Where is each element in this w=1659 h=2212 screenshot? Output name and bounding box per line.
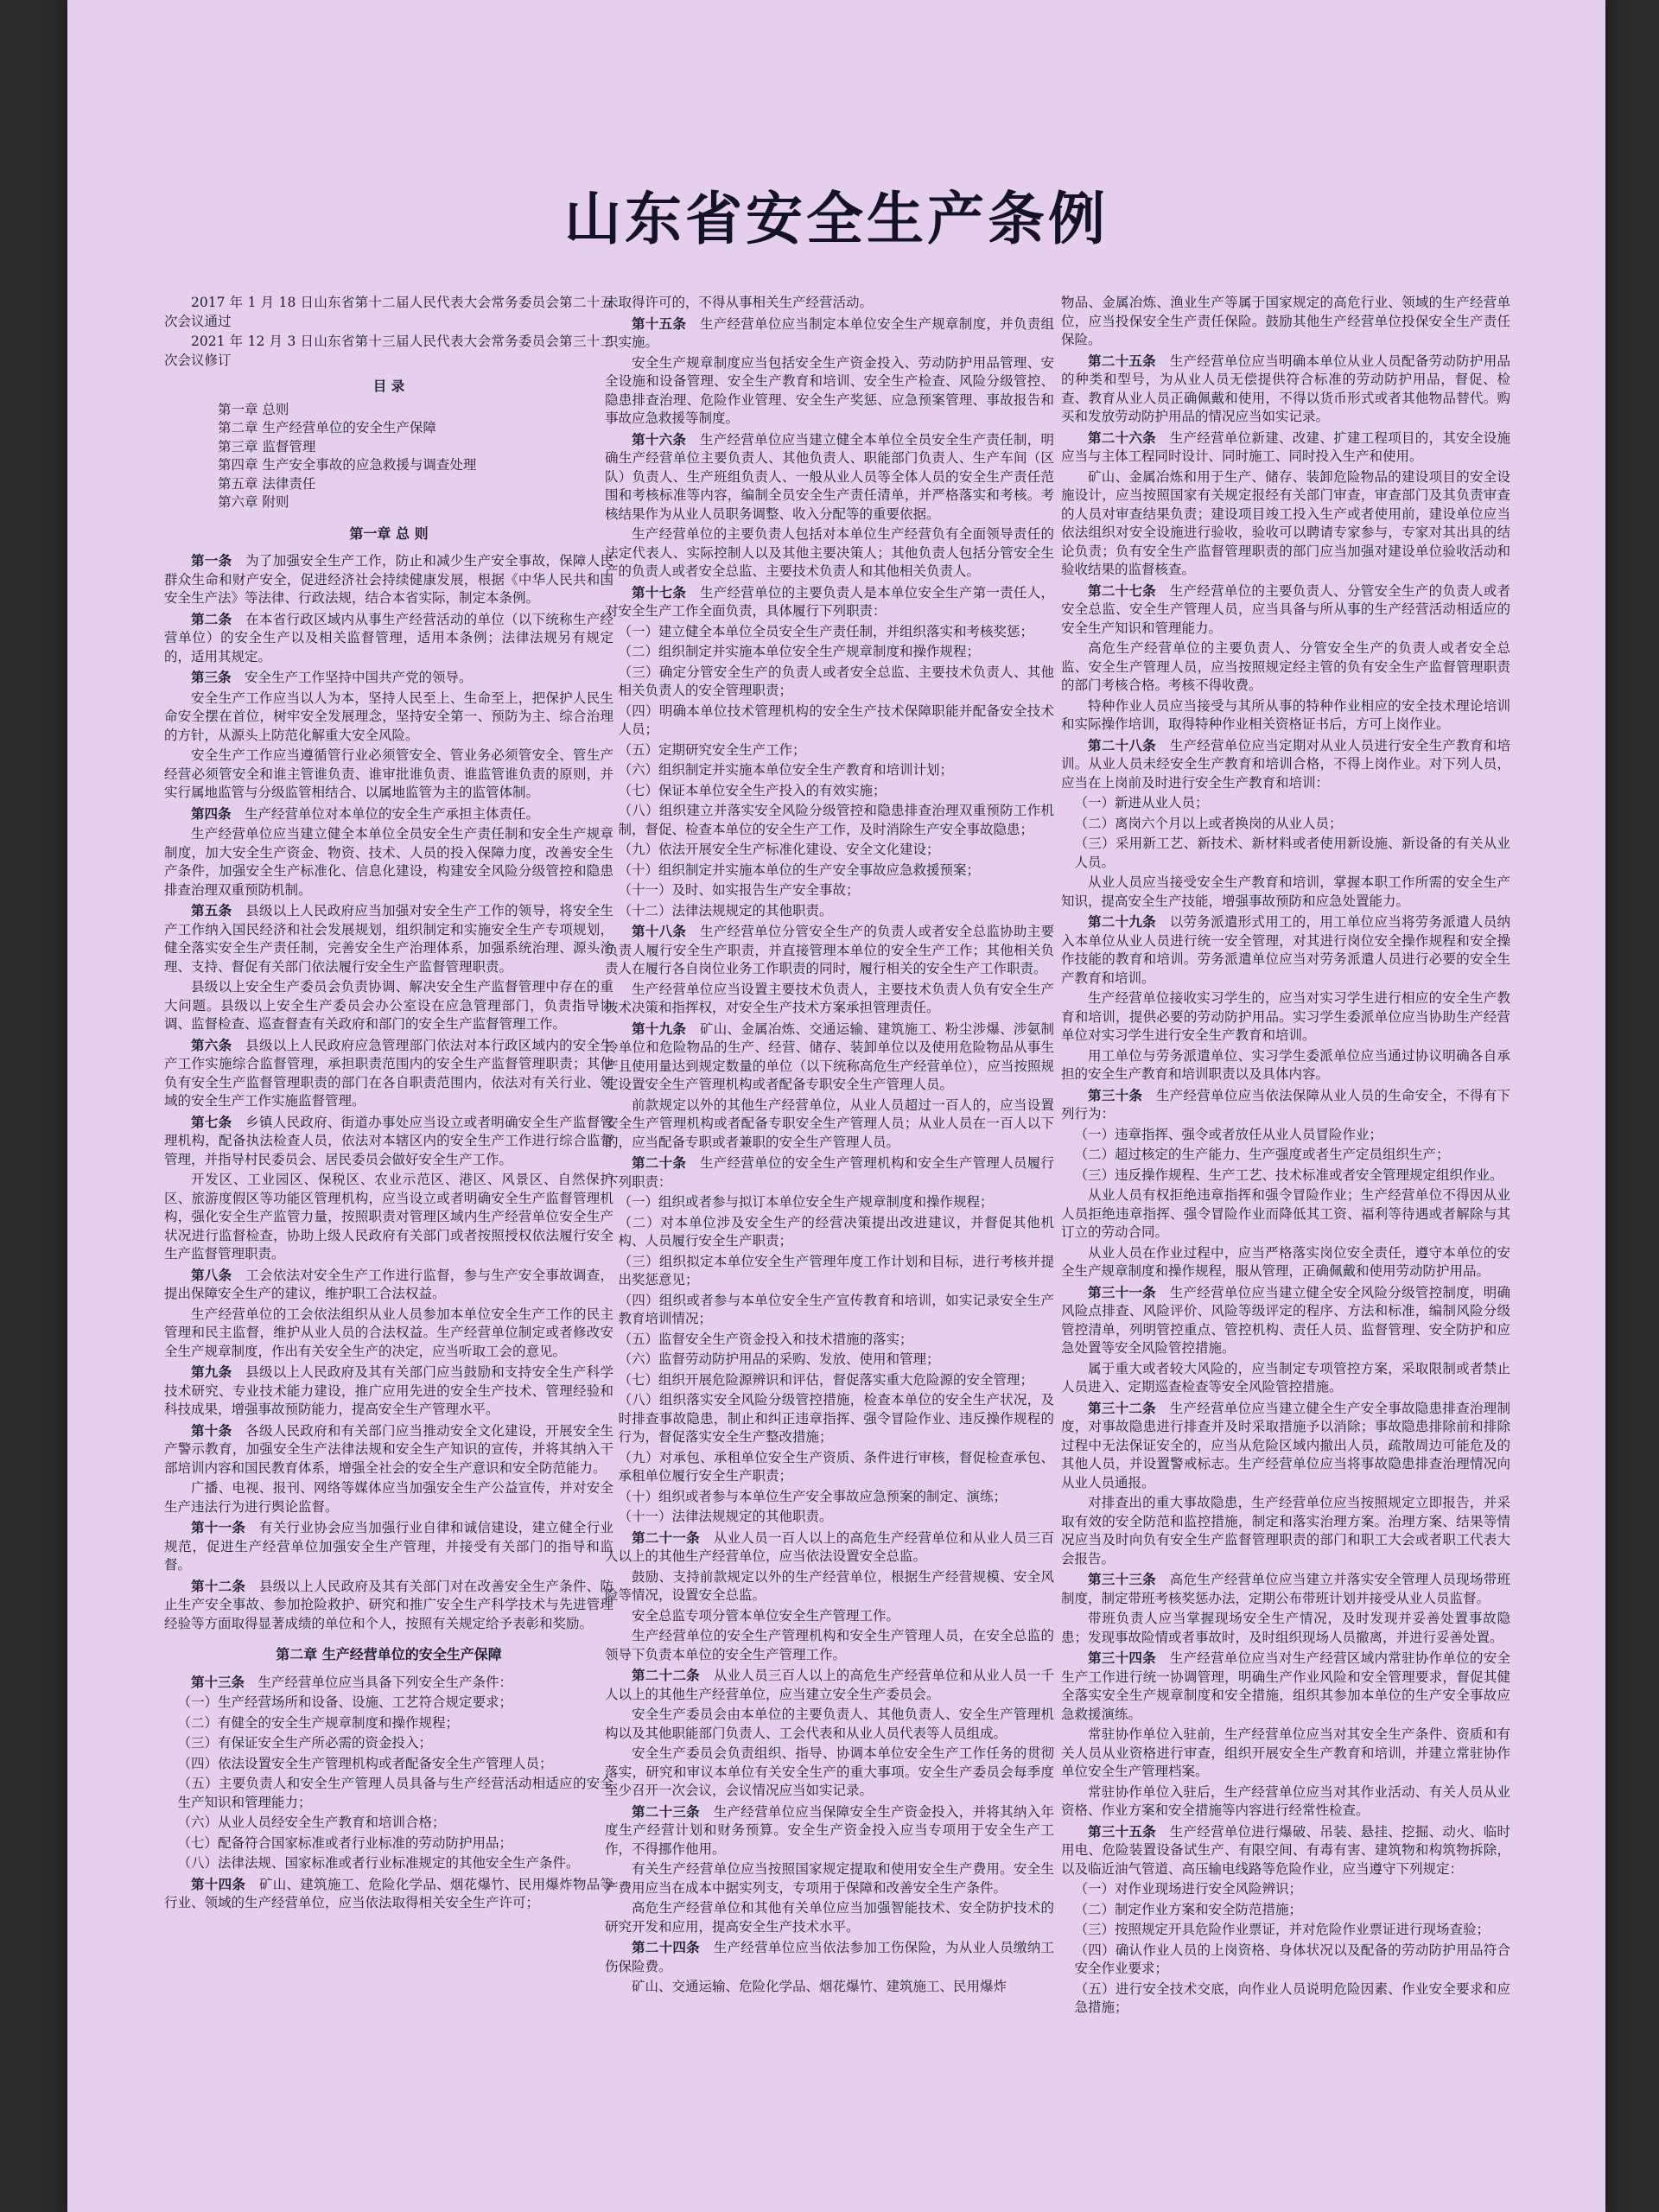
paragraph: 生产经营单位的工会依法组织从业人员参加本单位安全生产工作的民主管理和民主监督，维护从业人员的合法权益。生产经营单位制定或者修改安全生产规章制度，作出有关安全生产的决定，应当听取工会的意见。	[164, 1306, 613, 1359]
article: 第二十五条 生产经营单位应当明确本单位从业人员配备劳动防护用品的种类和型号，为从业人员无偿提供符合标准的劳动防护用品，督促、检查、教育从业人员正确佩戴和使用，不得以货币形式或者其他物品替代。购买和发放劳动防护用品的情况应当如实记录。	[1061, 352, 1510, 424]
list-item: （一）违章指挥、强令或者放任从业人员冒险作业；	[1074, 1126, 1383, 1142]
article: 第三十一条 生产经营单位应当建立健全安全风险分级管控制度，明确风险点排查、风险评价、风险等级评定的程序、方法和标准，编制风险分级管控清单，列明管控重点、管控机构、责任人员、监督管理、安全防护和应急处置等安全风险管控措施。	[1061, 1283, 1510, 1356]
list-item: （三）按照规定开具危险作业票证，并对危险作业票证进行现场查验；	[1074, 1922, 1491, 1937]
list-item: （一）新进从业人员；	[1074, 795, 1209, 810]
paragraph: 生产经营单位应当设置主要技术负责人，主要技术负责人负有安全生产技术决策和指挥权，对安全生产技术方案承担管理责任。	[605, 981, 1054, 1015]
paragraph: 特种作业人员应当接受与其所从事的特种作业相应的安全技术理论培训和实际操作培训，取得特种作业相关资格证书后，方可上岗作业。	[1061, 697, 1510, 732]
paragraph: 物品、金属冶炼、渔业生产等属于国家规定的高危行业、领域的生产经营单位，应当投保安全生产责任保险。鼓励其他生产经营单位投保安全生产责任保险。	[1061, 295, 1510, 347]
article: 第二十九条 以劳务派遣形式用工的，用工单位应当将劳务派遣人员纳入本单位从业人员进行统一安全管理，对其进行岗位安全操作规程和安全操作技能的教育和培训。劳务派遣单位应当对劳务派遣人员进行必要的安全生产教育和培训。	[1061, 913, 1510, 986]
article: 第十二条 县级以上人民政府及其有关部门对在改善安全生产条件、防止生产安全事故、参加抢险救护、研究和推广安全生产科学技术与先进管理经验等方面取得显著成绩的单位和个人，按照有关规定给予表彰和奖励。	[164, 1577, 613, 1631]
article: 第三十五条 生产经营单位进行爆破、吊装、悬挂、挖掘、动火、临时用电、危险装置设备试生产、有限空间、有毒有害、建筑物和构筑物拆除，以及临近油气管道、高压输电线路等危险作业，应当遵守下列规定：	[1061, 1822, 1510, 1877]
list-item: （四）依法设置安全生产管理机构或者配备安全生产管理人员；	[177, 1755, 553, 1771]
paragraph: 带班负责人应当掌握现场安全生产情况，及时发现并妥善处置事故隐患；发现事故险情或者事故时，及时组织现场人员撤离，并进行妥善处置。	[1061, 1611, 1510, 1645]
list-item: （五）主要负责人和安全生产管理人员具备与生产经营活动相适应的安全生产知识和管理能力；	[177, 1776, 613, 1810]
paragraph: 有关生产经营单位应当按照国家规定提取和使用安全生产费用。安全生产费用应当在成本中据实列支，专项用于保障和改善安全生产条件。	[605, 1861, 1054, 1896]
article: 第二十条 生产经营单位的安全生产管理机构和安全生产管理人员履行下列职责：	[605, 1154, 1054, 1190]
list-item: （六）从业人员经安全生产教育和培训合格；	[177, 1815, 446, 1830]
article: 第二十四条 生产经营单位应当依法参加工伤保险，为从业人员缴纳工伤保险费。	[605, 1939, 1054, 1974]
paragraph: 常驻协作单位入驻前，生产经营单位应当对其安全生产条件、资质和有关人员从业资格进行审查，组织开展安全生产教育和培训，并建立常驻协作单位安全生产管理档案。	[1061, 1726, 1510, 1779]
paragraph: 对排查出的重大事故隐患，生产经营单位应当按照规定立即报告，并采取有效的安全防范和监控措施，制定和落实治理方案。治理方案、结果等情况应当及时向负有安全生产监督管理职责的部门和职工大会或者职工代表大会报告。	[1061, 1495, 1510, 1567]
column-1	[164, 294, 613, 2160]
paragraph: 生产经营单位的安全生产管理机构和安全生产管理人员，在安全总监的领导下负责本单位的安全生产管理工作。	[605, 1628, 1054, 1662]
paragraph: 安全生产委员会由本单位的主要负责人、其他负责人、安全生产管理机构以及其他职能部门负责人、工会代表和从业人员代表等人员组成。	[605, 1707, 1054, 1741]
list-item: （二）对本单位涉及安全生产的经营决策提出改进建议，并督促其他机构、人员履行安全生产职责；	[618, 1214, 1054, 1249]
toc-heading: 目 录	[372, 378, 405, 394]
list-item: （一）建立健全本单位全员安全生产责任制，并组织落实和考核奖惩；	[618, 623, 1034, 639]
list-item: （七）组织开展危险源辨识和评估，督促落实重大危险源的安全管理；	[618, 1371, 1034, 1388]
list-item: （四）明确本单位技术管理机构的安全生产技术保障职能并配备安全技术人员；	[618, 702, 1054, 737]
toc-item: 第三章 监督管理	[218, 438, 316, 454]
list-item: （八）组织建立并落实安全风险分级管控和隐患排查治理双重预防工作机制，督促、检查本单位的安全生产工作，及时消除生产安全事故隐患；	[618, 803, 1054, 837]
list-item: （十二）法律法规规定的其他职责。	[618, 902, 833, 918]
paragraph: 生产经营单位应当建立健全本单位全员安全生产责任制和安全生产规章制度，加大安全生产资金、物资、技术、人员的投入保障力度，改善安全生产条件，加强安全生产标准化、信息化建设，构建安全风险分级管控和隐患排查治理双重预防机制。	[164, 826, 613, 898]
list-item: （四）确认作业人员的上岗资格、身体状况以及配备的劳动防护用品符合安全作业要求；	[1074, 1942, 1510, 1976]
list-item: （十一）及时、如实报告生产安全事故；	[618, 882, 860, 898]
document-title: 山东省安全生产条例	[564, 185, 1109, 252]
paragraph: 常驻协作单位入驻后，生产经营单位应当对其作业活动、有关人员从业资格、作业方案和安全措施等内容进行经常性检查。	[1061, 1783, 1510, 1818]
article: 第十六条 生产经营单位应当建立健全本单位全员安全生产责任制，明确生产经营单位主要负责人、其他负责人、职能部门负责人、生产车间（区队）负责人、生产班组负责人、一般从业人员等全体人员的安全生产责任范围和考核标准等内容，编制全员安全生产责任清单，并严格落实和考核。考核结果作为从业人员职务调整、收入分配等的重要依据。	[605, 430, 1054, 522]
paragraph: 安全生产工作应当遵循管行业必须管安全、管业务必须管安全、管生产经营必须管安全和谁主管谁负责、谁审批谁负责、谁监管谁负责的原则，并实行属地监管与分级监管相结合、以属地监管为主的监管体制。	[164, 747, 613, 800]
list-item: （二）组织制定并实施本单位安全生产规章制度和操作规程；	[618, 644, 981, 659]
paragraph: 生产经营单位接收实习学生的，应当对实习学生进行相应的安全生产教育和培训，提供必要的劳动防护用品。实习学生委派单位应当协助生产经营单位对实习学生进行安全生产教育和培训。	[1061, 990, 1510, 1043]
article: 第十四条 矿山、建筑施工、危险化学品、烟花爆竹、民用爆炸物品等行业、领域的生产经营单位，应当依法取得相关安全生产许可；	[164, 1875, 613, 1910]
adoption-info	[164, 294, 613, 370]
article: 第三十条 生产经营单位应当依法保障从业人员的生命安全，不得有下列行为：	[1061, 1086, 1510, 1122]
column-2	[605, 294, 1054, 2160]
table-of-contents	[164, 401, 613, 512]
article: 第四条 生产经营单位对本单位的安全生产承担主体责任。	[191, 804, 540, 822]
article: 第三十三条 高危生产经营单位应当建立并落实安全管理人员现场带班制度，制定带班考核奖惩办法，定期公布带班计划并接受从业人员监督。	[1061, 1571, 1510, 1606]
article: 第三条 安全生产工作坚持中国共产党的领导。	[191, 669, 473, 685]
article: 第二十一条 从业人员一百人以上的高危生产经营单位和从业人员三百人以上的其他生产经营单位，应当依法设置安全总监。	[605, 1529, 1054, 1564]
paragraph: 高危生产经营单位和其他有关单位应当加强智能技术、安全防护技术的研究开发和应用，提高安全生产技术水平。	[605, 1900, 1054, 1935]
article: 第三十四条 生产经营单位应当对生产经营区域内常驻协作单位的安全生产工作进行统一协调管理，明确生产作业风险和安全管理要求，督促其健全落实安全生产规章制度和安全措施，组织其参加本单位的生产安全事故应急救援演练。	[1061, 1649, 1510, 1722]
paragraph: 从业人员有权拒绝违章指挥和强令冒险作业；生产经营单位不得因从业人员拒绝违章指挥、强令冒险作业而降低其工资、福利等待遇或者解除与其订立的劳动合同。	[1061, 1187, 1510, 1240]
toc-item: 第四章 生产安全事故的应急救援与调查处理	[218, 457, 477, 473]
list-item: （五）定期研究安全生产工作；	[618, 741, 806, 758]
article: 第二十八条 生产经营单位应当定期对从业人员进行安全生产教育和培训。从业人员未经安全生产教育和培训合格，不得上岗作业。对下列人员，应当在上岗前及时进行安全生产教育和培训：	[1061, 736, 1510, 791]
article: 第二十七条 生产经营单位的主要负责人、分管安全生产的负责人或者安全总监、安全生产管理人员，应当具备与所从事的生产经营活动相适应的安全生产知识和管理能力。	[1061, 582, 1510, 636]
list-item: （十）组织或者参与本单位生产安全事故应急预案的制定、演练；	[618, 1488, 1007, 1504]
column-3	[1061, 294, 1510, 2160]
paragraph: 安全总监专项分管本单位安全生产管理工作。	[632, 1607, 900, 1624]
article: 第五条 县级以上人民政府应当加强对安全生产工作的领导，将安全生产工作纳入国民经济和社会发展规划，组织制定和实施安全生产专项规划，健全落实安全生产责任制，完善安全生产治理体系，加强系统治理、源头治理、支持、督促有关部门依法履行安全生产监督管理职责。	[164, 902, 613, 975]
list-item: （八）法律法规、国家标准或者行业标准规定的其他安全生产条件。	[177, 1855, 580, 1871]
paragraph: 生产经营单位的主要负责人包括对本单位生产经营负有全面领导责任的法定代表人、实际控制人以及其他主要决策人；其他负责人包括分管安全生产的负责人或者安全总监、主要技术负责人和其他相关负责人。	[605, 526, 1054, 579]
chapter-heading: 第二章 生产经营单位的安全生产保障	[276, 1646, 502, 1662]
list-item: （二）超过核定的生产能力、生产强度或者生产定员组织生产；	[1074, 1147, 1450, 1162]
list-item: （三）组织拟定本单位安全生产管理年度工作计划和目标，进行考核并提出奖惩意见；	[618, 1253, 1054, 1287]
list-item: （八）组织落实安全风险分级管控措施，检查本单位的安全生产状况，及时排查事故隐患，制止和纠正违章指挥、强令冒险作业、违反操作规程的行为，督促落实安全生产整改措施；	[618, 1392, 1054, 1445]
article: 第十条 各级人民政府和有关部门应当推动安全文化建设，开展安全生产警示教育，加强安全生产法律法规和安全生产知识的宣传，并将其纳入干部培训内容和国民教育体系，增强全社会的安全生产意识和安全防范能力。	[164, 1421, 613, 1476]
article: 第三十二条 生产经营单位应当建立健全生产安全事故隐患排查治理制度，对事故隐患进行排查并及时采取措施予以消除；事故隐患排除前和排除过程中无法保证安全的，应当从危险区域内撤出人员，疏散周边可能危及的其他人员，并设置警戒标志。生产经营单位应当将事故隐患排查治理情况向从业人员通报。	[1061, 1399, 1510, 1491]
list-item: （一）对作业现场进行安全风险辨识；	[1074, 1881, 1303, 1897]
toc-item: 第一章 总则	[218, 401, 289, 417]
paragraph: 用工单位与劳务派遣单位、实习学生委派单位应当通过协议明确各自承担的安全生产教育和培训职责以及具体内容。	[1061, 1047, 1510, 1082]
paragraph: 高危生产经营单位的主要负责人、分管安全生产的负责人或者安全总监、安全生产管理人员，应当按照规定经主管的负有安全生产监督管理职责的部门考核合格。考核不得收费。	[1061, 640, 1510, 693]
list-item: （十一）法律法规规定的其他职责。	[618, 1509, 833, 1524]
paragraph: 安全生产规章制度应当包括安全生产资金投入、劳动防护用品管理、安全设施和设备管理、安全生产教育和培训、安全生产检查、风险分级管控、隐患排查治理、危险作业管理、安全生产奖惩、应急预案管理、事故报告和事故应急救援等制度。	[605, 354, 1054, 426]
article: 第九条 县级以上人民政府及其有关部门应当鼓励和支持安全生产科学技术研究、专业技术能力建设，推广应用先进的安全生产技术、管理经验和科技成果，增强事故预防能力，提高安全生产管理水平。	[164, 1363, 613, 1417]
paragraph: 安全生产委员会负责组织、指导、协调本单位安全生产工作任务的贯彻落实，研究和审议本单位有关安全生产的重大事项。安全生产委员会每季度至少召开一次会议，会议情况应当如实记录。	[605, 1745, 1054, 1798]
article: 第十三条 生产经营单位应当具备下列安全生产条件：	[191, 1673, 513, 1690]
list-item: （三）违反操作规程、生产工艺、技术标准或者安全管理规定组织作业。	[1074, 1166, 1503, 1183]
paragraph: 前款规定以外的其他生产经营单位，从业人员超过一百人的，应当设置安全生产管理机构或者配备专职安全生产管理人员；从业人员在一百人以下的，应当配备专职或者兼职的安全生产管理人员。	[605, 1096, 1054, 1150]
list-item: （二）离岗六个月以上或者换岗的从业人员；	[1074, 815, 1343, 831]
article: 第二十六条 生产经营单位新建、改建、扩建工程项目的，其安全设施应当与主体工程同时设计、同时施工、同时投入生产和使用。	[1061, 429, 1510, 464]
article: 第八条 工会依法对安全生产工作进行监督，参与生产安全事故调查，提出保障安全生产的建议，维护职工合法权益。	[164, 1266, 613, 1301]
list-item: （九）对承包、承租单位安全生产资质、条件进行审核，督促检查承包、承租单位履行安全生产职责；	[618, 1449, 1054, 1484]
list-item: （三）有保证安全生产所必需的资金投入；	[177, 1735, 433, 1751]
toc-item: 第五章 法律责任	[218, 475, 316, 492]
article: 第二十二条 从业人员三百人以上的高危生产经营单位和从业人员一千人以上的其他生产经营单位，应当建立安全生产委员会。	[605, 1667, 1054, 1702]
paragraph: 从业人员在作业过程中，应当严格落实岗位安全责任，遵守本单位的安全生产规章制度和操作规程，服从管理，正确佩戴和使用劳动防护用品。	[1061, 1244, 1510, 1279]
article: 第二十三条 生产经营单位应当保障安全生产资金投入，并将其纳入年度生产经营计划和财务预算。安全生产资金投入应当专项用于安全生产工作，不得挪作他用。	[605, 1802, 1054, 1857]
revision-line: 2021 年 12 月 3 日山东省第十三届人民代表大会常务委员会第三十二次会议修订	[164, 334, 613, 368]
article: 第二条 在本省行政区域内从事生产经营活动的单位（以下统称生产经营单位）的安全生产以及相关监督管理，适用本条例；法律法规另有规定的，适用其规定。	[164, 610, 613, 664]
paragraph: 安全生产工作应当以人为本，坚持人民至上、生命至上，把保护人民生命安全摆在首位，树牢安全发展理念，坚持安全第一、预防为主、综合治理的方针，从源头上防范化解重大安全风险。	[164, 690, 613, 743]
paragraph: 从业人员应当接受安全生产教育和培训，掌握本职工作所需的安全生产知识，提高安全生产技能，增强事故预防和应急处置能力。	[1061, 874, 1510, 909]
list-item: （三）采用新工艺、新技术、新材料或者使用新设施、新设备的有关从业人员。	[1074, 836, 1510, 870]
list-item: （一）生产经营场所和设备、设施、工艺符合规定要求；	[177, 1694, 513, 1710]
paragraph: 矿山、交通运输、危险化学品、烟花爆竹、建筑施工、民用爆炸	[632, 1979, 1007, 1994]
article: 第十五条 生产经营单位应当制定本单位安全生产规章制度，并负责组织实施。	[605, 315, 1054, 350]
article: 第一条 为了加强安全生产工作，防止和减少生产安全事故，保障人民群众生命和财产安全，促进经济社会持续健康发展，根据《中华人民共和国安全生产法》等法律、行政法规，结合本省实际，制定本条例。	[164, 552, 613, 606]
list-item: （三）确定分管安全生产的负责人或者安全总监、主要技术负责人、其他相关负责人的安全管理职责；	[618, 664, 1054, 698]
list-item: （一）组织或者参与拟订本单位安全生产规章制度和操作规程；	[618, 1194, 994, 1210]
paragraph: 县级以上安全生产委员会负责协调、解决安全生产监督管理中存在的重大问题。县级以上安全生产委员会办公室设在应急管理部门，负责指导协调、监督检查、巡查督查有关政府和部门的安全生产监督管理工作。	[164, 979, 613, 1032]
article: 第十一条 有关行业协会应当加强行业自律和诚信建设，建立健全行业规范，促进生产经营单位加强安全生产管理，并接受有关部门的指导和监督。	[164, 1519, 613, 1573]
list-item: （四）组织或者参与本单位安全生产宣传教育和培训，如实记录安全生产教育培训情况；	[618, 1292, 1054, 1326]
paragraph: 开发区、工业园区、保税区、农业示范区、港区、风景区、自然保护区、旅游度假区等功能区管理机构，应当设立或者明确安全生产监督管理机构，强化安全生产监管力量，按照职责对管理区域内生产经营单位安全生产状况进行监督检查，协助上级人民政府有关部门或者按照授权依法履行安全生产监督管理职责。	[164, 1172, 613, 1262]
paragraph: 鼓励、支持前款规定以外的生产经营单位，根据生产经营规模、安全风险等情况，设置安全总监。	[605, 1568, 1054, 1603]
list-item: （七）配备符合国家标准或者行业标准的劳动防护用品；	[177, 1834, 513, 1851]
list-item: （六）组织制定并实施本单位安全生产教育和培训计划；	[618, 762, 954, 778]
list-item: （二）有健全的安全生产规章制度和操作规程；	[177, 1714, 460, 1731]
paragraph: 属于重大或者较大风险的，应当制定专项管控方案，采取限制或者禁止人员进入、定期巡查检查等安全风险管控措施。	[1061, 1360, 1510, 1395]
article: 第十八条 生产经营单位分管安全生产的负责人或者安全总监协助主要负责人履行安全生产职责，并直接管理本单位的安全生产工作；其他相关负责人在履行各自岗位业务工作职责的同时，履行相关的安全生产工作职责。	[605, 923, 1054, 976]
document-page	[67, 0, 1605, 2212]
list-item: （七）保证本单位安全生产投入的有效实施；	[618, 782, 887, 798]
list-item: （五）进行安全技术交底，向作业人员说明危险因素、作业安全要求和应急措施；	[1074, 1980, 1510, 2015]
list-item: （九）依法开展安全生产标准化建设、安全文化建设；	[618, 842, 940, 857]
article: 第七条 乡镇人民政府、街道办事处应当设立或者明确安全生产监督管理机构，配备执法检查人员，依法对本辖区内的安全生产工作进行综合监督管理，并指导村民委员会、居民委员会做好安全生产工作。	[164, 1113, 613, 1167]
article: 第六条 县级以上人民政府应急管理部门依法对本行政区域内的安全生产工作实施综合监督管理，承担职责范围内的安全生产监督管理职责；其他负有安全生产监督管理职责的部门在各自职责范围内，依法对有关行业、领域的安全生产工作实施监督管理。	[164, 1036, 613, 1109]
list-item: （六）监督劳动防护用品的采购、发放、使用和管理；	[618, 1351, 940, 1367]
toc-item: 第二章 生产经营单位的安全生产保障	[218, 420, 436, 435]
toc-item: 第六章 附则	[218, 494, 289, 510]
adoption-line: 2017 年 1 月 18 日山东省第十二届人民代表大会常务委员会第二十五次会议通过	[164, 295, 613, 329]
article: 第十七条 生产经营单位的主要负责人是本单位安全生产第一责任人，对安全生产工作全面负责，具体履行下列职责：	[605, 583, 1054, 619]
list-item: （十）组织制定并实施本单位的生产安全事故应急救援预案；	[618, 861, 981, 878]
list-item: （五）监督安全生产资金投入和技术措施的落实；	[618, 1331, 913, 1347]
list-item: （二）制定作业方案和安全防范措施；	[1074, 1901, 1303, 1917]
chapter-heading: 第一章 总 则	[349, 524, 429, 542]
paragraph: 未取得许可的，不得从事相关生产经营活动。	[605, 295, 874, 310]
paragraph: 广播、电视、报刊、网络等媒体应当加强安全生产公益宣传，并对安全生产违法行为进行舆论监督。	[164, 1480, 613, 1515]
article: 第十九条 矿山、金属冶炼、交通运输、建筑施工、粉尘涉爆、涉氨制冷单位和危险物品的生产、经营、储存、装卸单位以及使用危险物品从事生产且使用量达到规定数量的单位（以下统称高危生产经营单位），应当按照规定设置安全生产管理机构或者配备专职安全生产管理人员。	[605, 1020, 1054, 1092]
paragraph: 矿山、金属冶炼和用于生产、储存、装卸危险物品的建设项目的安全设施设计，应当按照国家有关规定报经有关部门审查，审查部门及其负责审查的人员对审查结果负责；建设项目竣工投入生产或者使用前，建设单位应当依法组织对安全设施进行验收，验收可以聘请专家参与，专家对其出具的结论负责；负有安全生产监督管理职责的部门应当加强对建设单位验收活动和验收结果的监督核查。	[1061, 468, 1510, 577]
